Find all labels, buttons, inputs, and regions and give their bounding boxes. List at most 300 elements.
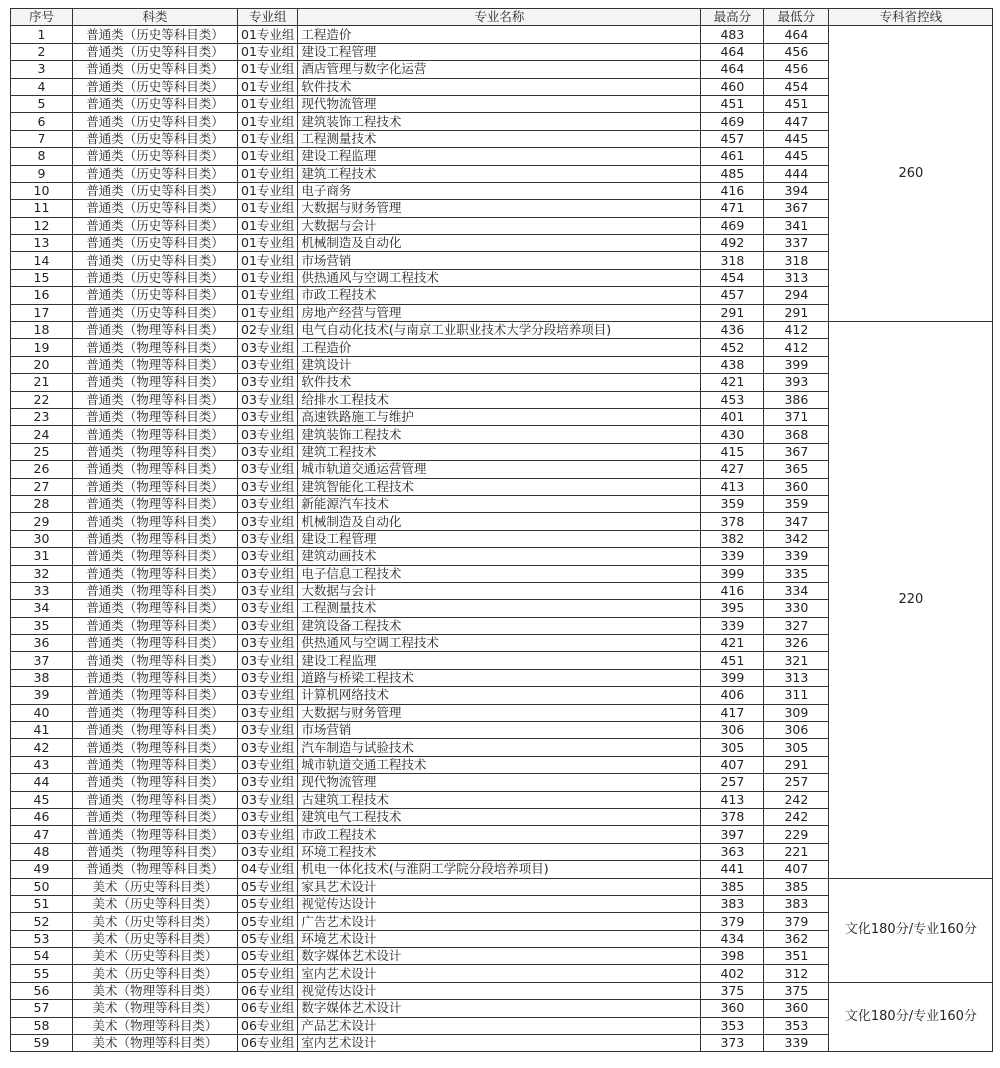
- cell-group: 01专业组: [238, 252, 298, 269]
- cell-major: 软件技术: [298, 78, 701, 95]
- cell-category: 美术（历史等科目类）: [73, 930, 238, 947]
- cell-min-score: 335: [764, 565, 829, 582]
- cell-group: 03专业组: [238, 756, 298, 773]
- cell-min-score: 242: [764, 808, 829, 825]
- cell-min-score: 312: [764, 965, 829, 982]
- cell-seq: 8: [11, 148, 73, 165]
- cell-major: 高速铁路施工与维护: [298, 408, 701, 425]
- cell-seq: 36: [11, 635, 73, 652]
- cell-max-score: 451: [701, 652, 764, 669]
- admission-score-table: [10, 8, 993, 1052]
- cell-seq: 23: [11, 408, 73, 425]
- cell-major: 市场营销: [298, 722, 701, 739]
- cell-category: 普通类（物理等科目类）: [73, 756, 238, 773]
- cell-min-score: 294: [764, 287, 829, 304]
- cell-min-score: 451: [764, 95, 829, 112]
- cell-seq: 16: [11, 287, 73, 304]
- cell-min-score: 444: [764, 165, 829, 182]
- cell-max-score: 339: [701, 548, 764, 565]
- cell-min-score: 309: [764, 704, 829, 721]
- cell-seq: 37: [11, 652, 73, 669]
- cell-min-score: 359: [764, 495, 829, 512]
- cell-category: 普通类（历史等科目类）: [73, 217, 238, 234]
- cell-max-score: 375: [701, 982, 764, 999]
- cell-group: 01专业组: [238, 78, 298, 95]
- cell-category: 美术（物理等科目类）: [73, 1000, 238, 1017]
- cell-group: 03专业组: [238, 443, 298, 460]
- cell-category: 普通类（历史等科目类）: [73, 78, 238, 95]
- cell-max-score: 416: [701, 582, 764, 599]
- cell-min-score: 339: [764, 548, 829, 565]
- cell-max-score: 257: [701, 774, 764, 791]
- cell-min-score: 407: [764, 861, 829, 878]
- cell-major: 室内艺术设计: [298, 1035, 701, 1052]
- cell-major: 供热通风与空调工程技术: [298, 269, 701, 286]
- cell-seq: 26: [11, 461, 73, 478]
- cell-seq: 27: [11, 478, 73, 495]
- cell-major: 建设工程监理: [298, 148, 701, 165]
- cell-category: 普通类（历史等科目类）: [73, 43, 238, 60]
- cell-seq: 6: [11, 113, 73, 130]
- cell-max-score: 457: [701, 130, 764, 147]
- cell-seq: 28: [11, 495, 73, 512]
- cell-min-score: 386: [764, 391, 829, 408]
- cell-max-score: 485: [701, 165, 764, 182]
- cell-group: 03专业组: [238, 722, 298, 739]
- cell-major: 数字媒体艺术设计: [298, 948, 701, 965]
- cell-seq: 24: [11, 426, 73, 443]
- cell-category: 普通类（物理等科目类）: [73, 843, 238, 860]
- cell-min-score: 339: [764, 1035, 829, 1052]
- cell-seq: 13: [11, 235, 73, 252]
- cell-seq: 53: [11, 930, 73, 947]
- cell-max-score: 457: [701, 287, 764, 304]
- cell-min-score: 313: [764, 669, 829, 686]
- cell-category: 普通类（历史等科目类）: [73, 130, 238, 147]
- cell-group: 06专业组: [238, 1035, 298, 1052]
- cell-seq: 59: [11, 1035, 73, 1052]
- cell-min-score: 368: [764, 426, 829, 443]
- cell-seq: 15: [11, 269, 73, 286]
- cell-max-score: 461: [701, 148, 764, 165]
- cell-min-score: 360: [764, 478, 829, 495]
- cell-major: 市场营销: [298, 252, 701, 269]
- cell-max-score: 398: [701, 948, 764, 965]
- cell-group: 03专业组: [238, 808, 298, 825]
- cell-major: 建设工程管理: [298, 530, 701, 547]
- cell-control-line: 220: [829, 322, 993, 879]
- cell-major: 建筑智能化工程技术: [298, 478, 701, 495]
- cell-major: 酒店管理与数字化运营: [298, 61, 701, 78]
- cell-min-score: 321: [764, 652, 829, 669]
- cell-min-score: 379: [764, 913, 829, 930]
- cell-major: 建筑装饰工程技术: [298, 113, 701, 130]
- cell-group: 03专业组: [238, 582, 298, 599]
- cell-seq: 5: [11, 95, 73, 112]
- cell-seq: 32: [11, 565, 73, 582]
- cell-seq: 56: [11, 982, 73, 999]
- cell-category: 普通类（物理等科目类）: [73, 530, 238, 547]
- cell-category: 普通类（物理等科目类）: [73, 791, 238, 808]
- cell-min-score: 385: [764, 878, 829, 895]
- cell-group: 03专业组: [238, 565, 298, 582]
- cell-major: 电气自动化技术(与南京工业职业技术大学分段培养项目): [298, 322, 701, 339]
- cell-seq: 14: [11, 252, 73, 269]
- cell-group: 03专业组: [238, 739, 298, 756]
- cell-seq: 4: [11, 78, 73, 95]
- cell-group: 01专业组: [238, 130, 298, 147]
- header-seq: 序号: [11, 9, 73, 26]
- cell-min-score: 311: [764, 687, 829, 704]
- cell-group: 03专业组: [238, 391, 298, 408]
- cell-major: 城市轨道交通工程技术: [298, 756, 701, 773]
- cell-max-score: 460: [701, 78, 764, 95]
- cell-seq: 42: [11, 739, 73, 756]
- cell-category: 普通类（历史等科目类）: [73, 26, 238, 43]
- cell-seq: 55: [11, 965, 73, 982]
- cell-group: 05专业组: [238, 948, 298, 965]
- cell-major: 大数据与会计: [298, 217, 701, 234]
- cell-seq: 2: [11, 43, 73, 60]
- cell-group: 05专业组: [238, 965, 298, 982]
- cell-category: 普通类（历史等科目类）: [73, 61, 238, 78]
- cell-max-score: 464: [701, 61, 764, 78]
- cell-min-score: 412: [764, 322, 829, 339]
- cell-major: 环境艺术设计: [298, 930, 701, 947]
- cell-category: 美术（物理等科目类）: [73, 982, 238, 999]
- cell-seq: 7: [11, 130, 73, 147]
- cell-max-score: 441: [701, 861, 764, 878]
- cell-group: 03专业组: [238, 530, 298, 547]
- cell-max-score: 318: [701, 252, 764, 269]
- cell-major: 电子商务: [298, 182, 701, 199]
- cell-category: 普通类（历史等科目类）: [73, 200, 238, 217]
- cell-category: 普通类（物理等科目类）: [73, 374, 238, 391]
- cell-seq: 11: [11, 200, 73, 217]
- cell-min-score: 456: [764, 61, 829, 78]
- cell-group: 03专业组: [238, 669, 298, 686]
- cell-seq: 18: [11, 322, 73, 339]
- cell-category: 普通类（物理等科目类）: [73, 652, 238, 669]
- cell-major: 道路与桥梁工程技术: [298, 669, 701, 686]
- cell-group: 03专业组: [238, 843, 298, 860]
- cell-group: 05专业组: [238, 878, 298, 895]
- cell-major: 建筑设计: [298, 356, 701, 373]
- cell-category: 普通类（物理等科目类）: [73, 443, 238, 460]
- cell-group: 03专业组: [238, 774, 298, 791]
- cell-major: 古建筑工程技术: [298, 791, 701, 808]
- cell-major: 视觉传达设计: [298, 895, 701, 912]
- cell-min-score: 353: [764, 1017, 829, 1034]
- cell-min-score: 313: [764, 269, 829, 286]
- cell-seq: 39: [11, 687, 73, 704]
- cell-group: 03专业组: [238, 652, 298, 669]
- cell-group: 01专业组: [238, 165, 298, 182]
- cell-seq: 48: [11, 843, 73, 860]
- cell-group: 03专业组: [238, 408, 298, 425]
- cell-max-score: 382: [701, 530, 764, 547]
- cell-group: 01专业组: [238, 200, 298, 217]
- cell-category: 普通类（物理等科目类）: [73, 704, 238, 721]
- cell-max-score: 430: [701, 426, 764, 443]
- cell-major: 市政工程技术: [298, 287, 701, 304]
- cell-group: 03专业组: [238, 356, 298, 373]
- cell-seq: 46: [11, 808, 73, 825]
- table-body: [11, 26, 993, 1052]
- cell-major: 汽车制造与试验技术: [298, 739, 701, 756]
- cell-category: 普通类（历史等科目类）: [73, 148, 238, 165]
- cell-category: 普通类（历史等科目类）: [73, 252, 238, 269]
- cell-major: 房地产经营与管理: [298, 304, 701, 321]
- cell-major: 机械制造及自动化: [298, 513, 701, 530]
- cell-seq: 54: [11, 948, 73, 965]
- cell-seq: 49: [11, 861, 73, 878]
- cell-group: 03专业组: [238, 826, 298, 843]
- cell-min-score: 291: [764, 304, 829, 321]
- cell-min-score: 365: [764, 461, 829, 478]
- cell-category: 普通类（历史等科目类）: [73, 304, 238, 321]
- cell-max-score: 378: [701, 513, 764, 530]
- cell-max-score: 373: [701, 1035, 764, 1052]
- cell-group: 03专业组: [238, 426, 298, 443]
- cell-seq: 1: [11, 26, 73, 43]
- cell-group: 03专业组: [238, 548, 298, 565]
- cell-category: 普通类（物理等科目类）: [73, 635, 238, 652]
- cell-major: 城市轨道交通运营管理: [298, 461, 701, 478]
- cell-major: 电子信息工程技术: [298, 565, 701, 582]
- cell-group: 01专业组: [238, 26, 298, 43]
- cell-max-score: 363: [701, 843, 764, 860]
- cell-category: 普通类（物理等科目类）: [73, 461, 238, 478]
- cell-max-score: 378: [701, 808, 764, 825]
- cell-major: 软件技术: [298, 374, 701, 391]
- cell-group: 01专业组: [238, 95, 298, 112]
- cell-major: 建筑设备工程技术: [298, 617, 701, 634]
- cell-min-score: 367: [764, 200, 829, 217]
- cell-control-line: 文化180分/专业160分: [829, 982, 993, 1052]
- cell-major: 给排水工程技术: [298, 391, 701, 408]
- cell-group: 05专业组: [238, 895, 298, 912]
- cell-min-score: 447: [764, 113, 829, 130]
- cell-group: 01专业组: [238, 113, 298, 130]
- cell-category: 普通类（物理等科目类）: [73, 548, 238, 565]
- cell-category: 普通类（物理等科目类）: [73, 339, 238, 356]
- cell-min-score: 221: [764, 843, 829, 860]
- cell-max-score: 353: [701, 1017, 764, 1034]
- cell-category: 普通类（历史等科目类）: [73, 235, 238, 252]
- cell-group: 03专业组: [238, 374, 298, 391]
- cell-min-score: 326: [764, 635, 829, 652]
- cell-category: 普通类（历史等科目类）: [73, 113, 238, 130]
- table-row: [11, 26, 993, 43]
- cell-major: 建筑动画技术: [298, 548, 701, 565]
- cell-category: 普通类（历史等科目类）: [73, 269, 238, 286]
- cell-category: 美术（物理等科目类）: [73, 1035, 238, 1052]
- cell-major: 广告艺术设计: [298, 913, 701, 930]
- cell-category: 普通类（物理等科目类）: [73, 426, 238, 443]
- cell-min-score: 412: [764, 339, 829, 356]
- cell-seq: 17: [11, 304, 73, 321]
- cell-category: 普通类（物理等科目类）: [73, 513, 238, 530]
- cell-category: 美术（物理等科目类）: [73, 1017, 238, 1034]
- cell-max-score: 306: [701, 722, 764, 739]
- cell-category: 普通类（物理等科目类）: [73, 478, 238, 495]
- cell-seq: 12: [11, 217, 73, 234]
- cell-seq: 25: [11, 443, 73, 460]
- cell-max-score: 416: [701, 182, 764, 199]
- cell-max-score: 453: [701, 391, 764, 408]
- cell-group: 03专业组: [238, 513, 298, 530]
- cell-major: 工程测量技术: [298, 600, 701, 617]
- cell-group: 03专业组: [238, 704, 298, 721]
- cell-max-score: 383: [701, 895, 764, 912]
- cell-seq: 51: [11, 895, 73, 912]
- cell-category: 普通类（物理等科目类）: [73, 861, 238, 878]
- cell-major: 大数据与会计: [298, 582, 701, 599]
- cell-seq: 9: [11, 165, 73, 182]
- cell-category: 普通类（物理等科目类）: [73, 739, 238, 756]
- table-row: [11, 322, 993, 339]
- cell-group: 03专业组: [238, 600, 298, 617]
- cell-seq: 41: [11, 722, 73, 739]
- cell-min-score: 445: [764, 130, 829, 147]
- header-max-score: 最高分: [701, 9, 764, 26]
- cell-min-score: 330: [764, 600, 829, 617]
- cell-max-score: 339: [701, 617, 764, 634]
- cell-category: 普通类（历史等科目类）: [73, 95, 238, 112]
- cell-category: 普通类（历史等科目类）: [73, 165, 238, 182]
- cell-seq: 40: [11, 704, 73, 721]
- cell-max-score: 415: [701, 443, 764, 460]
- cell-seq: 19: [11, 339, 73, 356]
- cell-min-score: 360: [764, 1000, 829, 1017]
- cell-max-score: 406: [701, 687, 764, 704]
- cell-max-score: 399: [701, 565, 764, 582]
- cell-major: 新能源汽车技术: [298, 495, 701, 512]
- cell-category: 普通类（历史等科目类）: [73, 287, 238, 304]
- cell-min-score: 327: [764, 617, 829, 634]
- cell-major: 工程测量技术: [298, 130, 701, 147]
- cell-max-score: 469: [701, 217, 764, 234]
- cell-seq: 20: [11, 356, 73, 373]
- cell-major: 环境工程技术: [298, 843, 701, 860]
- cell-min-score: 383: [764, 895, 829, 912]
- cell-category: 普通类（物理等科目类）: [73, 600, 238, 617]
- cell-group: 06专业组: [238, 982, 298, 999]
- cell-min-score: 393: [764, 374, 829, 391]
- cell-seq: 45: [11, 791, 73, 808]
- cell-max-score: 359: [701, 495, 764, 512]
- cell-major: 大数据与财务管理: [298, 200, 701, 217]
- cell-min-score: 367: [764, 443, 829, 460]
- cell-max-score: 436: [701, 322, 764, 339]
- cell-category: 普通类（物理等科目类）: [73, 582, 238, 599]
- cell-seq: 3: [11, 61, 73, 78]
- cell-category: 普通类（物理等科目类）: [73, 356, 238, 373]
- cell-category: 普通类（物理等科目类）: [73, 774, 238, 791]
- cell-min-score: 371: [764, 408, 829, 425]
- cell-seq: 22: [11, 391, 73, 408]
- cell-min-score: 242: [764, 791, 829, 808]
- cell-group: 03专业组: [238, 495, 298, 512]
- cell-max-score: 417: [701, 704, 764, 721]
- cell-seq: 10: [11, 182, 73, 199]
- cell-category: 普通类（物理等科目类）: [73, 617, 238, 634]
- header-major: 专业名称: [298, 9, 701, 26]
- cell-category: 普通类（物理等科目类）: [73, 669, 238, 686]
- cell-seq: 52: [11, 913, 73, 930]
- cell-category: 美术（历史等科目类）: [73, 878, 238, 895]
- cell-max-score: 399: [701, 669, 764, 686]
- header-category: 科类: [73, 9, 238, 26]
- cell-max-score: 360: [701, 1000, 764, 1017]
- cell-max-score: 427: [701, 461, 764, 478]
- cell-min-score: 445: [764, 148, 829, 165]
- cell-major: 工程造价: [298, 26, 701, 43]
- cell-min-score: 454: [764, 78, 829, 95]
- cell-max-score: 413: [701, 791, 764, 808]
- cell-group: 01专业组: [238, 304, 298, 321]
- cell-min-score: 257: [764, 774, 829, 791]
- cell-max-score: 305: [701, 739, 764, 756]
- cell-group: 03专业组: [238, 617, 298, 634]
- cell-group: 01专业组: [238, 217, 298, 234]
- header-group: 专业组: [238, 9, 298, 26]
- cell-category: 普通类（物理等科目类）: [73, 808, 238, 825]
- cell-group: 04专业组: [238, 861, 298, 878]
- cell-category: 美术（历史等科目类）: [73, 965, 238, 982]
- cell-seq: 21: [11, 374, 73, 391]
- cell-category: 美术（历史等科目类）: [73, 948, 238, 965]
- cell-group: 05专业组: [238, 930, 298, 947]
- cell-major: 建筑工程技术: [298, 165, 701, 182]
- cell-min-score: 337: [764, 235, 829, 252]
- cell-category: 普通类（物理等科目类）: [73, 408, 238, 425]
- cell-max-score: 401: [701, 408, 764, 425]
- cell-group: 05专业组: [238, 913, 298, 930]
- cell-max-score: 385: [701, 878, 764, 895]
- cell-group: 01专业组: [238, 235, 298, 252]
- cell-group: 01专业组: [238, 148, 298, 165]
- cell-min-score: 306: [764, 722, 829, 739]
- cell-category: 普通类（物理等科目类）: [73, 722, 238, 739]
- cell-group: 02专业组: [238, 322, 298, 339]
- cell-seq: 44: [11, 774, 73, 791]
- cell-category: 普通类（物理等科目类）: [73, 495, 238, 512]
- cell-category: 美术（历史等科目类）: [73, 913, 238, 930]
- cell-max-score: 421: [701, 635, 764, 652]
- cell-max-score: 397: [701, 826, 764, 843]
- cell-seq: 29: [11, 513, 73, 530]
- cell-max-score: 413: [701, 478, 764, 495]
- cell-group: 01专业组: [238, 61, 298, 78]
- cell-major: 建筑工程技术: [298, 443, 701, 460]
- cell-min-score: 318: [764, 252, 829, 269]
- cell-major: 现代物流管理: [298, 774, 701, 791]
- cell-max-score: 291: [701, 304, 764, 321]
- header-control-line: 专科省控线: [829, 9, 993, 26]
- cell-min-score: 291: [764, 756, 829, 773]
- cell-category: 普通类（物理等科目类）: [73, 565, 238, 582]
- cell-group: 03专业组: [238, 478, 298, 495]
- cell-category: 普通类（物理等科目类）: [73, 391, 238, 408]
- cell-seq: 34: [11, 600, 73, 617]
- cell-min-score: 362: [764, 930, 829, 947]
- cell-min-score: 334: [764, 582, 829, 599]
- cell-group: 01专业组: [238, 269, 298, 286]
- cell-major: 建设工程管理: [298, 43, 701, 60]
- cell-seq: 38: [11, 669, 73, 686]
